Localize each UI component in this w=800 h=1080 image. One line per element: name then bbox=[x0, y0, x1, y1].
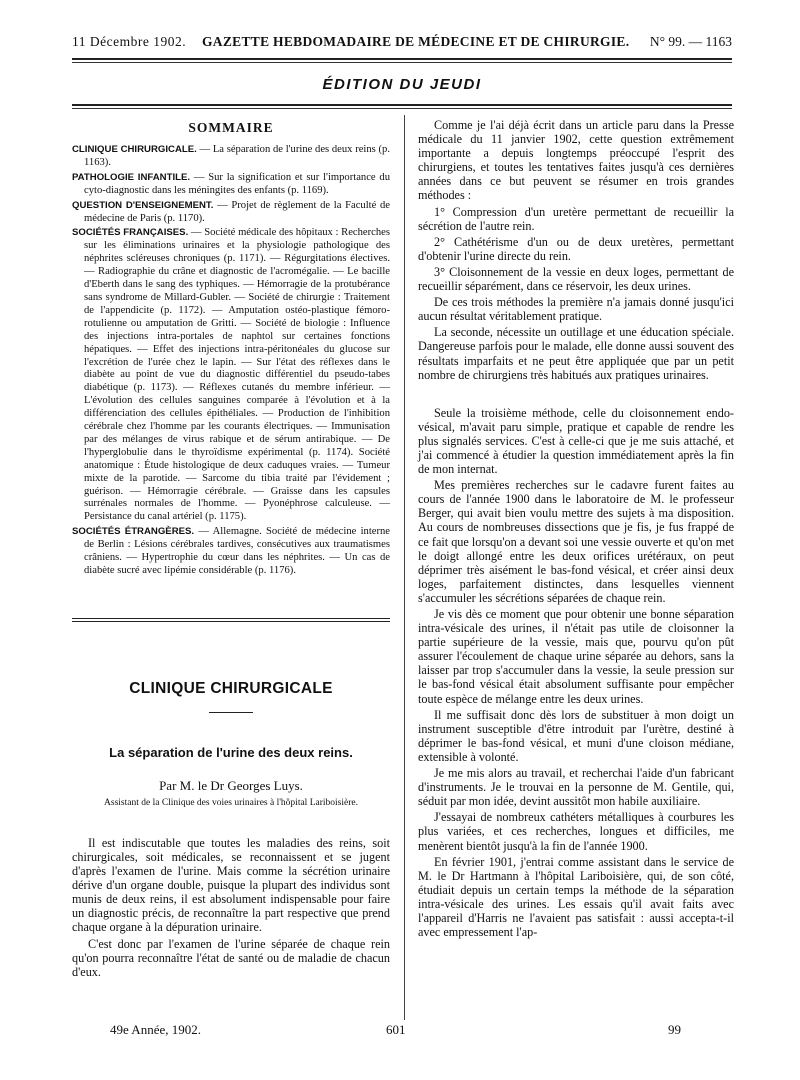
header-rule bbox=[72, 58, 732, 60]
article-paragraph: Seule la troisième méthode, celle du cloisonnement endo-vésical, m'avait paru simple, pratique et capable de rendre les plus signalés services. C'est à celle-ci que je me suis attaché, et j'ai commencé à étudier la question immédiatement après la fin de mon internat. bbox=[418, 405, 734, 477]
edition-rule bbox=[72, 104, 732, 106]
sommaire-entry bbox=[72, 172, 390, 198]
article-byline: Par M. le Dr Georges Luys. bbox=[159, 777, 303, 793]
sommaire-entry-text: — La séparation de l'urine des deux reins (p. 1163). bbox=[84, 144, 390, 168]
article-paragraph: C'est donc par l'examen de l'urine séparée de chaque rein qu'on pourra reconnaître l'état de santé ou de maladie de chacun d'eux. bbox=[72, 936, 390, 979]
article-paragraph: Je me mis alors au travail, et recherchai l'aide d'un fabricant d'instruments. Je le trouvai en la personne de M. Gentile, qui, séduit par mon idée, devint aussitôt mon habile auxiliaire. bbox=[418, 766, 734, 809]
journal-title: GAZETTE HEBDOMADAIRE DE MÉDECINE ET DE CHIRURGIE. bbox=[202, 34, 630, 49]
article-paragraph: 3° Cloisonnement de la vessie en deux loges, permettant de recueillir séparément, dans ce réservoir, les deux urines. bbox=[418, 264, 734, 294]
article-body-left bbox=[72, 836, 390, 979]
footer-year: 49e Année, 1902. bbox=[110, 1022, 201, 1037]
paragraph-gap bbox=[418, 384, 734, 406]
edition-banner: ÉDITION DU JEUDI bbox=[322, 76, 482, 93]
article-paragraph: De ces trois méthodes la première n'a jamais donné jusqu'ici aucun résultat véritablement pratique. bbox=[418, 295, 734, 324]
article-paragraph: 1° Compression d'un uretère permettant de recueillir la sécrétion de l'autre rein. bbox=[418, 204, 734, 233]
sommaire-entry bbox=[72, 144, 390, 170]
footer-sheet-number: 99 bbox=[668, 1022, 681, 1037]
article-paragraph: Comme je l'ai déjà écrit dans un article paru dans la Presse médicale du 11 janvier 1902, cette question extrêmement importante a depuis longtemps préoccupé l'esprit des chirurgiens, et toutes les tentatives faites jusqu'à ces dernières années dans ce but peuvent se résumer en trois grandes méthodes : bbox=[418, 118, 734, 203]
article-paragraph: En février 1901, j'entrai comme assistant dans le service de M. le Dr Hartmann à l'hôpital Lariboisière, qui, de son côté, étudiait depuis un certain temps la méthode de la séparation intra-vésicale des urines. Les essais qu'il avait faits avec l'appareil d'Harris ne l'avaient pas satisfait : aussi accepta-t-il avec empressement l'ap- bbox=[418, 854, 734, 940]
section-separator bbox=[72, 618, 390, 622]
sommaire-entry-text: — Allemagne. Société de médecine interne de Berlin : Lésions cérébrales tardives, consécutives aux traumatismes crâniens. — Hypertrophie du cœur dans les néphrites. — Un cas de diabète sucré avec lipémie considérable (p. 1176). bbox=[84, 526, 390, 576]
article-title: La séparation de l'urine des deux reins. bbox=[109, 744, 353, 760]
article-paragraph: La seconde, nécessite un outillage et une éducation spéciale. Dangereuse parfois pour le malade, elle donne aussi souvent des résultats imparfaits et ne peut être appliquée que par un petit nombre de chirurgiens très habitués aux pratiques urinaires. bbox=[418, 325, 734, 382]
issue-date: 11 Décembre 1902. bbox=[72, 34, 187, 49]
sommaire-entry-text: — Sur la signification et sur l'importance du cyto-diagnostic dans les méningites des enfants (p. 1169). bbox=[84, 171, 390, 196]
article-paragraph: Je vis dès ce moment que pour obtenir une bonne séparation intra-vésicale des urines, il n'était pas utile de cloisonner la partie supérieure de la vessie, mais que, pourvu qu'on pût assurer l'écoulement de chaque urine séparée au dehors, sans la laisser par trop s'accumuler dans la vessie, la seule pression sur le bas-fond vésical était absolument suffisante pour empêcher toute espèce de mélange entre les deux urines. bbox=[418, 607, 734, 706]
sommaire-entry-text: — Société médicale des hôpitaux : Recherches sur les éliminations urinaires et la physiologie pathologique des néphrites scléreuses chroniques (p. 1171). — Régurgitations électives. — Radiographie du crâne et diagnostic de l'acromégalie. — Le bacille d'Eberth dans le sang des typhiques. — Hémorragie de la protubérance sans syndrome de Millard-Gubler. — Société de chirurgie : Traitement de l'appendicite (p. 1172). — Amputation ostéo-plastique fémoro-rotulienne ou amputation de Gritti. — Société de biologie : Influence des injections intra-portales de naphtol sur certaines fonctions hépatiques. — Effet des injections intra-péritonéales du glucose sur l'excrétion de l'urée chez le lapin. — Sur l'état des réflexes dans le diabète au point de vue du diagnostic différentiel du pseudo-tabes diabétique (p. 1173). — Réflexes cutanés du membre inférieur. — L'évolution des cellules sanguines comparée à l'évolution et à la différenciation des cellules épithéliales. — Production de l'inhibition cérébrale chez l'homme par les courants électriques. — Immunisation par des mélanges de virus rabique et de sérum antirabique. — De l'hyperglobulie dans le thyroïdisme expérimental (p. 1174). Société anatomique : Étude histologique de deux caduques vraies. — Tumeur mixte de la parotide. — Sarcome du tibia traité par l'évidement ; guérison. — Hémorragie cérébrale. — Graisse dans les capsules surrénales normales de l'homme. — Pyonéphrose calculeuse. — Persistance du canal artériel (p. 1175). bbox=[84, 227, 390, 523]
sommaire-entry-heading: SOCIÉTÉS FRANÇAISES. bbox=[72, 227, 189, 239]
article-paragraph: 2° Cathétérisme d'un ou de deux uretères, permettant d'obtenir l'urine directe du rein. bbox=[418, 234, 734, 263]
sommaire-entry-text: — Projet de règlement de la Faculté de médecine de Paris (p. 1170). bbox=[84, 199, 391, 224]
sommaire-entry-heading: SOCIÉTÉS ÉTRANGÈRES. bbox=[72, 526, 195, 538]
sommaire-entry bbox=[72, 227, 390, 524]
page-header bbox=[72, 34, 732, 52]
section-underline bbox=[209, 712, 253, 713]
article-paragraph: Il est indiscutable que toutes les maladies des reins, soit chirurgicales, soit médicales, se reconnaissent et se jugent d'après l'examen de l'urine. Mais comme la sécrétion urinaire dérive d'un organe double, puisque la plupart des individus sont munis de deux reins, il est absolument indispensable pour faire un diagnostic précis, de reconnaître la part respective que prend chaque organe à la dépuration urinaire. bbox=[72, 835, 390, 935]
section-heading: CLINIQUE CHIRURGICALE bbox=[129, 679, 333, 697]
article-paragraph: J'essayai de nombreux cathéters métalliques à courbures les plus variées, et ces recherches, longues et difficiles, me menèrent bientôt jusqu'à la fin de l'année 1900. bbox=[418, 810, 734, 853]
sommaire-entry-heading: CLINIQUE CHIRURGICALE. bbox=[72, 144, 197, 155]
sommaire-entry bbox=[72, 526, 390, 578]
footer-page-number: 601 bbox=[386, 1022, 406, 1037]
header-rule-thin bbox=[72, 62, 732, 63]
issue-number: N° 99. — 1163 bbox=[649, 34, 732, 49]
article-affiliation: Assistant de la Clinique des voies urinaires à l'hôpital Lariboisière. bbox=[104, 797, 358, 808]
sommaire-entry bbox=[72, 200, 390, 226]
edition-rule-thin bbox=[72, 108, 732, 109]
sommaire-entry-heading: QUESTION D'ENSEIGNEMENT. bbox=[72, 199, 214, 211]
article-paragraph: Mes premières recherches sur le cadavre furent faites au cours de l'année 1900 dans le laboratoire de M. le professeur Berger, qui avait bien voulu mettre des sujets à ma disposition. Au cours de nombreuses dissections que je fis, je fus frappé de ce fait que lorsqu'on a devant soi une vessie ouverte et qu'on met le doigt allongé entre les deux orifices urétéraux, on peut déprimer très aisément le bas-fond vésical, et créer ainsi deux loges, parfaitement distinctes, dans lesquelles viennent s'accumuler les sécrétions séparées de chaque rein. bbox=[418, 478, 734, 605]
article-paragraph: Il me suffisait donc dès lors de substituer à mon doigt un instrument susceptible d'être introduit par l'urètre, destiné à déprimer le bas-fond vésical, et muni d'une cloison médiane, extensible à volonté. bbox=[418, 707, 734, 764]
sommaire-entry-heading: PATHOLOGIE INFANTILE. bbox=[72, 171, 191, 183]
sommaire-list bbox=[72, 144, 390, 578]
column-divider bbox=[404, 115, 405, 1020]
sommaire-title: SOMMAIRE bbox=[188, 120, 274, 135]
right-column bbox=[418, 118, 734, 941]
left-column bbox=[72, 118, 390, 981]
